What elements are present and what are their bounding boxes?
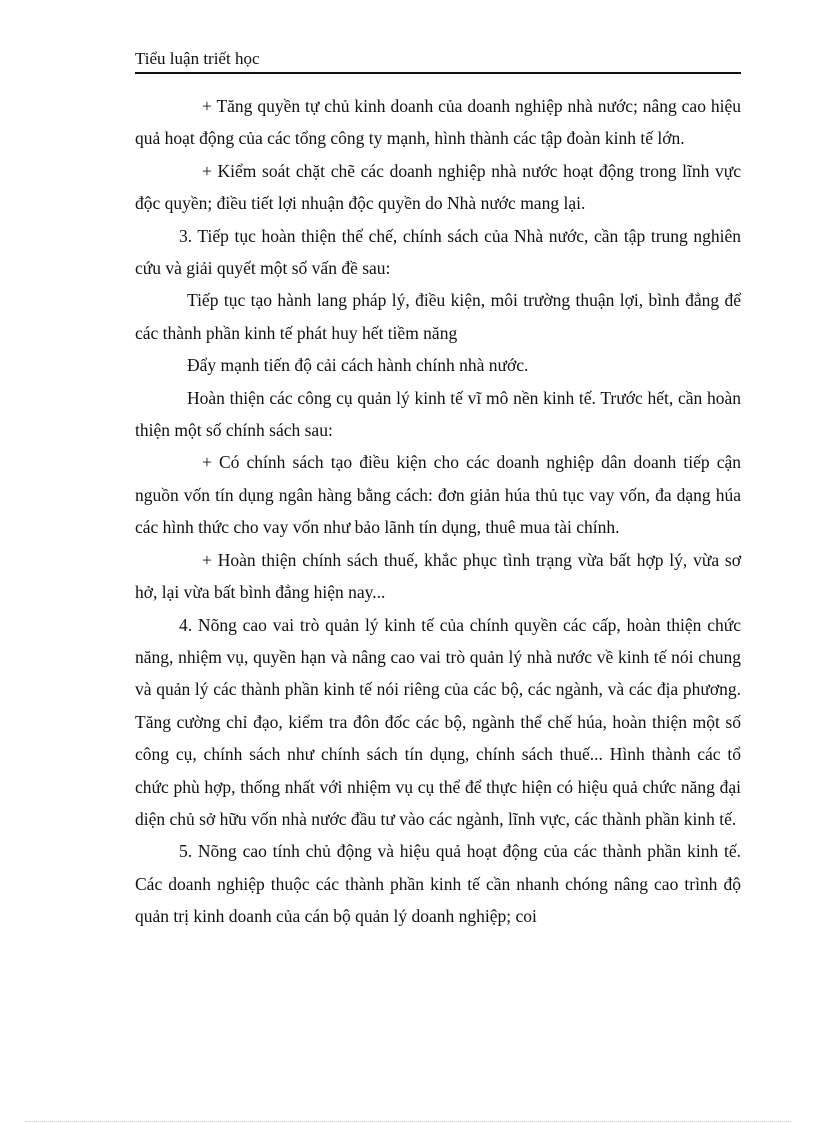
paragraph-admin-reform: Đẩy mạnh tiến độ cải cách hành chính nhà nước. [187, 355, 529, 376]
paragraph-macro-tools: Hoàn thiện các công cụ quản lý kinh tế vĩ mô nền kinh tế. Trước hết, cần hoàn thiện một số chính sách sau: [135, 387, 741, 441]
paragraph-tax-policy: + Hoàn thiện chính sách thuế, khắc phục tình trạng vừa bất hợp lý, vừa sơ hở, lại vừa bất bình đẳng hiện nay... [135, 549, 741, 603]
paragraph-point-5: 5. Nõng cao tính chủ động và hiệu quả hoạt động của các thành phần kinh tế. Các doanh nghiệp thuộc các thành phần kinh tế cần nhanh chóng nâng cao trình độ quản trị kinh doanh của cán bộ quản lý doanh nghiệp; coi [135, 841, 741, 927]
paragraph-point-3: 3. Tiếp tục hoàn thiện thể chế, chính sách của Nhà nước, cần tập trung nghiên cứu và giải quyết một số vấn đề sau: [135, 225, 741, 279]
footer-divider [25, 1121, 791, 1122]
paragraph-legal-corridor: Tiếp tục tạo hành lang pháp lý, điều kiện, môi trường thuận lợi, bình đẳng để các thành phần kinh tế phát huy hết tiềm năng [135, 290, 741, 343]
paragraph-monopoly-control: + Kiểm soát chặt chẽ các doanh nghiệp nhà nước hoạt động trong lĩnh vực độc quyền; điều tiết lợi nhuận độc quyền do Nhà nước mang lại. [135, 160, 741, 214]
header-title: Tiểu luận triết học [135, 49, 260, 68]
paragraph-state-enterprise-autonomy: + Tăng quyền tự chủ kinh doanh của doanh nghiệp nhà nước; nâng cao hiệu quả hoạt động của các tổng công ty mạnh, hình thành các tập đoàn kinh tế lớn. [135, 96, 741, 149]
document-body [135, 90, 741, 933]
page-header [135, 48, 741, 74]
paragraph-point-4: 4. Nõng cao vai trò quản lý kinh tế của chính quyền các cấp, hoàn thiện chức năng, nhiệm vụ, quyền hạn và nâng cao vai trò quản lý nhà nước về kinh tế nói chung và quản lý các thành phần kinh tế nói riêng của các bộ, các ngành, và các địa phương. Tăng cường chỉ đạo, kiểm tra đôn đốc các bộ, ngành thể chế húa, hoàn thiện một số công cụ, chính sách như chính sách tín dụng, chính sách thuế... Hình thành các tổ chức phù hợp, thống nhất với nhiệm vụ cụ thể để thực hiện có hiệu quả chức năng đại diện chủ sở hữu vốn nhà nước đầu tư vào các ngành, lĩnh vực, các thành phần kinh tế. [135, 614, 741, 829]
paragraph-credit-policy: + Có chính sách tạo điều kiện cho các doanh nghiệp dân doanh tiếp cận nguồn vốn tín dụng ngân hàng bằng cách: đơn giản húa thủ tục vay vốn, đa dạng húa các hình thức cho vay vốn như bảo lãnh tín dụng, thuê mua tài chính. [135, 452, 741, 538]
